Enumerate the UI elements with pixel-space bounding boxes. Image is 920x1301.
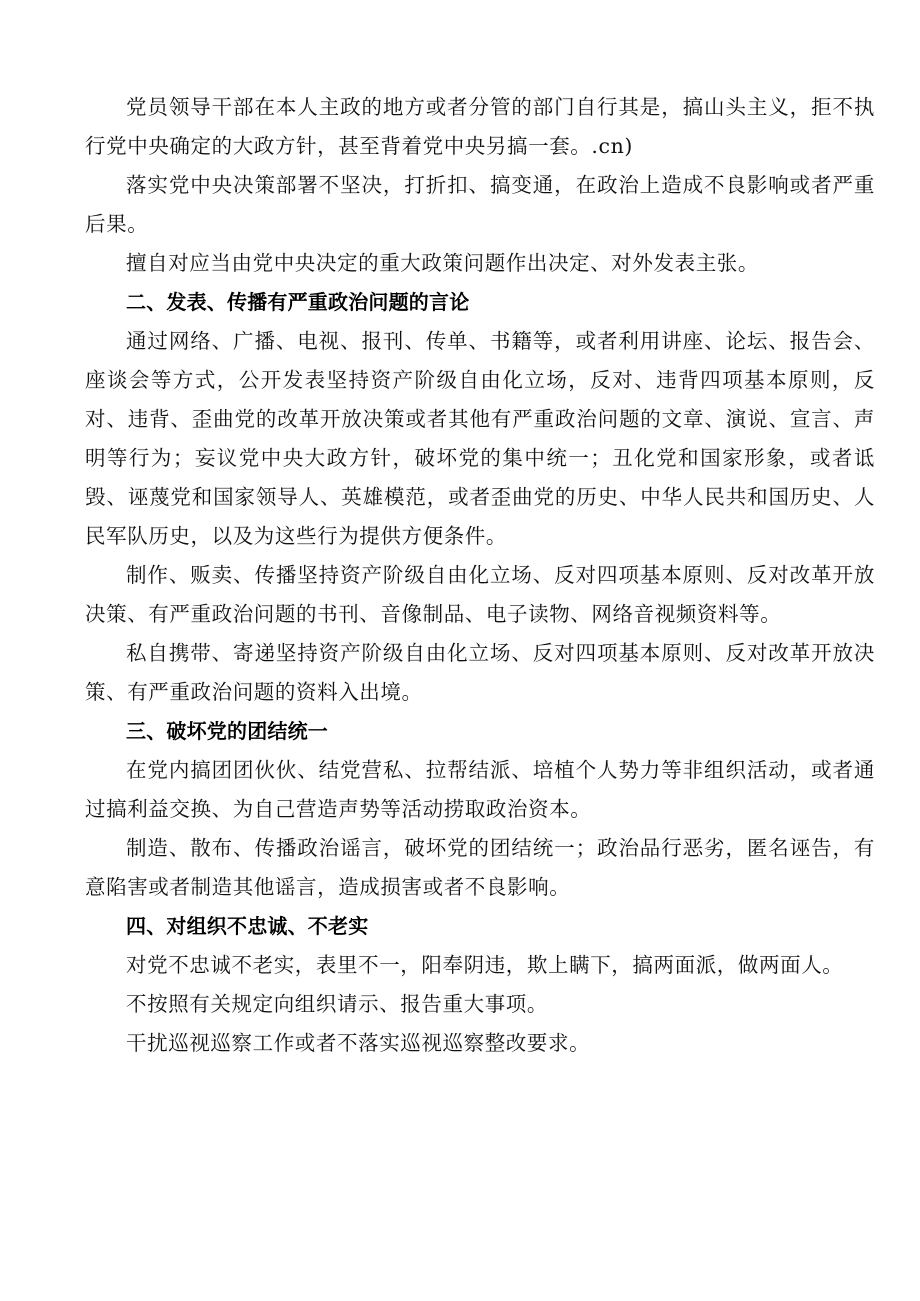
paragraph-11: 干扰巡视巡察工作或者不落实巡视巡察整改要求。 (126, 1031, 591, 1055)
paragraph-10: 不按照有关规定向组织请示、报告重大事项。 (126, 992, 548, 1016)
paragraph-2: 落实党中央决策部署不坚决，打折扣、搞变通，在政治上造成不良影响或者严重后果。 (85, 173, 875, 236)
paragraph-5: 制作、贩卖、传播坚持资产阶级自由化立场、反对四项基本原则、反对改革开放决策、有严重政治问题的书刊、音像制品、电子读物、网络音视频资料等。 (85, 563, 875, 626)
paragraph-8: 制造、散布、传播政治谣言，破坏党的团结统一；政治品行恶劣，匿名诬告，有意陷害或者制造其他谣言，造成损害或者不良影响。 (85, 836, 875, 899)
paragraph-4: 通过网络、广播、电视、报刊、传单、书籍等，或者利用讲座、论坛、报告会、座谈会等方式，公开发表坚持资产阶级自由化立场，反对、违背四项基本原则，反对、违背、歪曲党的改革开放决策或者其他有严重政治问题的文章、演说、宣言、声明等行为；妄议党中央大政方针，破坏党的集中统一；丑化党和国家形象，或者诋毁、诬蔑党和国家领导人、英雄模范，或者歪曲党的历史、中华人民共和国历史、人民军队历史，以及为这些行为提供方便条件。 (85, 329, 875, 548)
paragraph-7: 在党内搞团团伙伙、结党营私、拉帮结派、培植个人势力等非组织活动，或者通过搞利益交换、为自己营造声势等活动捞取政治资本。 (85, 758, 875, 821)
section-heading-4: 四、对组织不忠诚、不老实 (126, 914, 369, 938)
paragraph-3: 擅自对应当由党中央决定的重大政策问题作出决定、对外发表主张。 (126, 251, 759, 275)
paragraph-1: 党员领导干部在本人主政的地方或者分管的部门自行其是，搞山头主义，拒不执行党中央确定的大政方针，甚至背着党中央另搞一套。.cn) (85, 95, 875, 158)
paragraph-6: 私自携带、寄递坚持资产阶级自由化立场、反对四项基本原则、反对改革开放决策、有严重政治问题的资料入出境。 (85, 641, 875, 704)
paragraph-9: 对党不忠诚不老实，表里不一，阳奉阴违，欺上瞒下，搞两面派，做两面人。 (126, 953, 844, 977)
section-heading-2: 二、发表、传播有严重政治问题的言论 (126, 290, 470, 314)
section-heading-3: 三、破坏党的团结统一 (126, 719, 328, 743)
document-body (85, 88, 875, 1063)
